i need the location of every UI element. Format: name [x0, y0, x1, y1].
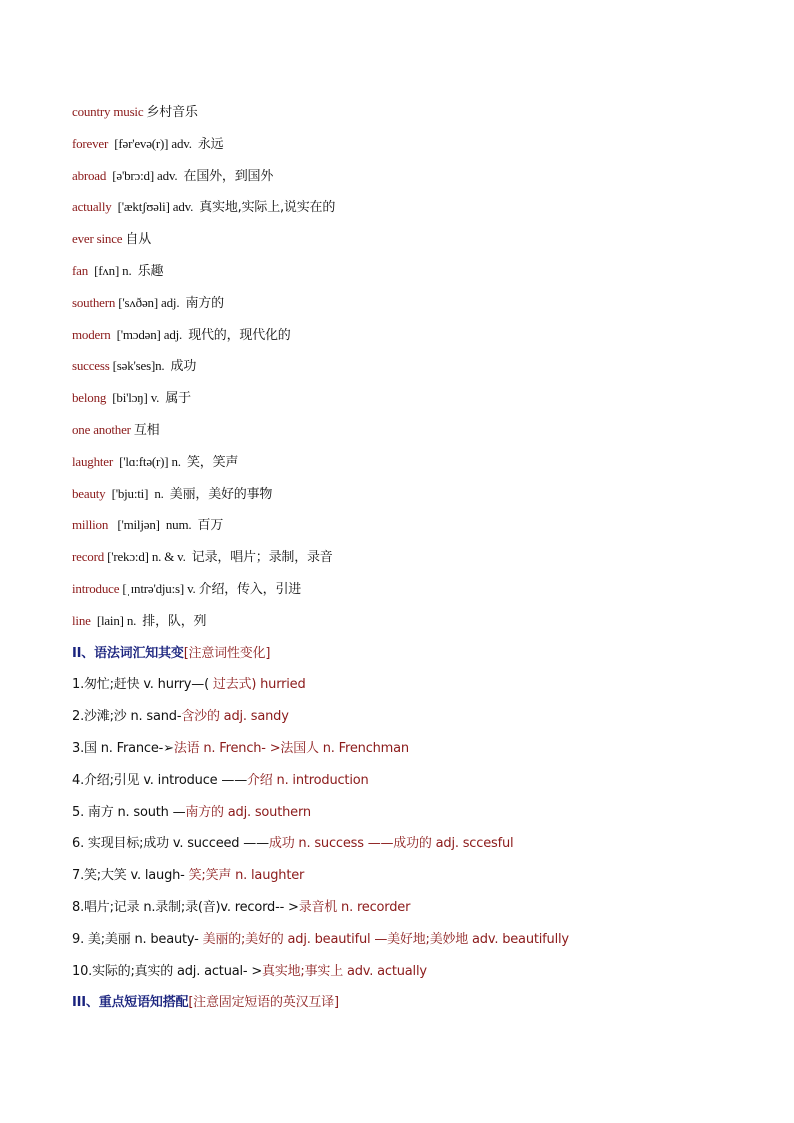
grammar-item — [72, 798, 752, 830]
vocab-word: success — [72, 358, 110, 374]
vocab-word: modern — [72, 326, 111, 342]
vocab-item — [72, 384, 752, 416]
vocab-meaning: 在国外，到国外 — [183, 168, 274, 184]
vocab-item — [72, 289, 752, 321]
vocab-item — [72, 257, 752, 289]
vocab-phonetic: ['æktʃʊəli] — [117, 199, 170, 215]
vocab-phonetic: ['sʌðən] — [118, 294, 158, 310]
grammar-item — [72, 861, 752, 893]
grammar-derived: 过去式) hurried — [208, 677, 306, 693]
vocab-pos: n. — [122, 262, 132, 278]
vocab-item — [72, 130, 752, 162]
vocab-word: actually — [72, 199, 112, 215]
section-note: [注意词性变化] — [183, 645, 271, 661]
vocab-meaning: 排，队，列 — [142, 613, 207, 629]
vocab-meaning: 介绍，传入，引进 — [198, 581, 302, 597]
section-title: III、重点短语知搭配 — [72, 995, 189, 1011]
grammar-base: 4.介绍;引见 v. introduce —— — [72, 772, 247, 788]
vocab-meaning: 百万 — [197, 518, 224, 534]
vocab-meaning: 美丽，美好的事物 — [169, 486, 273, 502]
vocab-pos: n. — [155, 358, 165, 374]
vocab-word: million — [72, 517, 109, 533]
section-heading-phrases — [72, 988, 752, 1020]
vocab-phonetic: [bi'lɔŋ] — [112, 390, 148, 406]
document-page — [72, 98, 752, 1020]
grammar-derived: 成功 n. success ——成功的 adj. sccesful — [268, 836, 514, 852]
vocab-pos: v. — [187, 580, 196, 596]
vocab-meaning: 南方的 — [185, 295, 224, 311]
vocab-meaning: 自从 — [125, 232, 152, 248]
vocab-item — [72, 543, 752, 575]
section-title: II、语法词汇知其变 — [72, 645, 184, 661]
section-heading-grammar — [72, 639, 752, 671]
vocab-phonetic: ['mɔdən] — [116, 326, 161, 342]
grammar-derived: 笑;笑声 n. laughter — [188, 868, 305, 884]
vocab-pos: adj. — [161, 294, 180, 310]
vocab-word: laughter — [72, 453, 113, 469]
vocab-item — [72, 607, 752, 639]
vocab-word: country music — [72, 104, 144, 119]
vocab-item — [72, 511, 752, 543]
vocab-meaning: 乡村音乐 — [146, 105, 198, 120]
vocab-phonetic: ['bju:ti] — [111, 485, 149, 501]
grammar-derived: 含沙的 adj. sandy — [181, 709, 289, 725]
vocab-phonetic: [lain] — [96, 612, 124, 628]
vocab-word: ever since — [72, 231, 123, 247]
grammar-item — [72, 734, 752, 766]
grammar-derived: 南方的 adj. southern — [185, 804, 311, 820]
vocab-pos: adj. — [163, 326, 183, 342]
grammar-base: 6. 实现目标;成功 v. succeed —— — [72, 836, 269, 852]
vocab-item — [72, 225, 752, 257]
vocab-meaning: 永远 — [197, 136, 224, 152]
grammar-item — [72, 925, 752, 957]
vocabulary-list — [72, 98, 752, 639]
vocab-item — [72, 480, 752, 512]
vocab-item — [72, 448, 752, 480]
vocab-meaning: 属于 — [165, 391, 191, 407]
grammar-item — [72, 893, 752, 925]
grammar-item — [72, 766, 752, 798]
grammar-item — [72, 702, 752, 734]
vocab-item — [72, 575, 752, 607]
vocab-word: one another — [72, 421, 131, 437]
grammar-base: 1.匆忙;赶快 v. hurry—( — [72, 677, 209, 693]
vocab-phonetic: [ə'brɔ:d] — [112, 167, 154, 183]
vocab-meaning: 真实地,实际上,说实在的 — [199, 200, 336, 216]
vocab-pos: n. — [126, 612, 137, 628]
grammar-derived: 录音机 n. recorder — [298, 899, 411, 915]
vocab-meaning: 互相 — [133, 422, 160, 438]
vocab-phonetic: [fʌn] — [94, 262, 120, 278]
vocab-pos: n. — [171, 453, 181, 469]
vocab-item — [72, 352, 752, 384]
vocab-item — [72, 98, 752, 130]
vocab-pos: v. — [150, 390, 160, 406]
vocab-meaning: 现代的，现代化的 — [188, 327, 291, 343]
vocab-meaning: 记录，唱片；录制，录音 — [191, 550, 333, 566]
vocab-word: record — [72, 549, 104, 565]
vocab-word: fan — [72, 262, 88, 278]
grammar-base: 2.沙滩;沙 n. sand- — [72, 709, 182, 725]
vocab-phonetic: [fər'evə(r)] — [114, 135, 169, 151]
vocab-pos: adv. — [172, 199, 194, 215]
vocab-item — [72, 416, 752, 448]
grammar-list — [72, 670, 752, 988]
vocab-pos: adv. — [157, 167, 178, 183]
vocab-phonetic: [sək'ses] — [112, 358, 156, 374]
grammar-item — [72, 957, 752, 989]
vocab-meaning: 成功 — [170, 359, 197, 375]
vocab-phonetic: ['rekɔ:d] — [107, 549, 149, 565]
vocab-word: introduce — [72, 580, 120, 596]
grammar-derived: 真实地;事实上 adv. actually — [262, 963, 427, 979]
vocab-meaning: 乐趣 — [137, 263, 164, 279]
vocab-item — [72, 162, 752, 194]
vocab-word: forever — [72, 135, 109, 151]
vocab-pos: num. — [165, 517, 192, 533]
vocab-phonetic: [ˌɪntrə'dju:s] — [122, 580, 184, 596]
vocab-pos: adv. — [171, 135, 192, 151]
section-note: [注意固定短语的英汉互译] — [188, 995, 339, 1011]
grammar-item — [72, 670, 752, 702]
vocab-pos: n. & v. — [151, 549, 186, 565]
grammar-base: 10.实际的;真实的 adj. actual- > — [72, 963, 263, 979]
vocab-word: belong — [72, 390, 107, 406]
grammar-base: 9. 美;美丽 n. beauty- — [72, 931, 203, 947]
vocab-phonetic: ['lɑ:ftə(r)] — [119, 453, 169, 469]
grammar-base: 5. 南方 n. south — — [72, 804, 186, 820]
vocab-phonetic: ['miljən] — [117, 517, 160, 533]
vocab-pos: n. — [154, 485, 164, 501]
vocab-meaning: 笑，笑声 — [186, 454, 239, 470]
vocab-item — [72, 321, 752, 353]
grammar-derived: 法语 n. French- >法国人 n. Frenchman — [173, 740, 409, 756]
grammar-base: 8.唱片;记录 n.录制;录(音)v. record-- > — [72, 899, 299, 915]
grammar-base: 7.笑;大笑 v. laugh- — [72, 868, 189, 884]
grammar-item — [72, 829, 752, 861]
vocab-item — [72, 193, 752, 225]
vocab-word: southern — [72, 294, 116, 310]
vocab-word: abroad — [72, 167, 107, 183]
grammar-derived: 美丽的;美好的 adj. beautiful —美好地;美妙地 adv. beautifully — [202, 931, 569, 947]
vocab-word: beauty — [72, 485, 106, 501]
vocab-word: line — [72, 612, 91, 628]
grammar-base: 3.国 n. France-➢ — [72, 740, 174, 756]
grammar-derived: 介绍 n. introduction — [247, 772, 369, 788]
